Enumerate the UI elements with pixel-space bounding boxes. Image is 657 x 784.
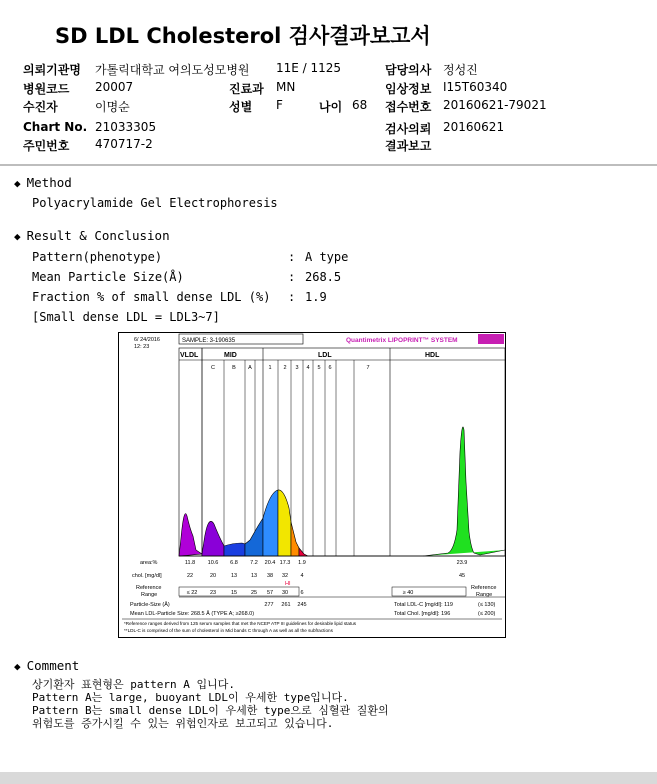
ref-right-2: Range — [476, 592, 493, 598]
ref-label-2: Range — [141, 592, 158, 598]
id-label: 주민번호 — [23, 139, 70, 153]
ldl-band-label: 5 — [317, 365, 321, 371]
chol-value: 45 — [458, 573, 466, 579]
size-label: Particle-Size (Å) — [130, 602, 170, 608]
pattern-label: Pattern(phenotype) — [32, 250, 163, 264]
ref-value: ≤ 22 — [186, 590, 198, 596]
id-value: 470717-2 — [95, 137, 153, 151]
size-value: 261 — [281, 602, 291, 608]
sample-id: SAMPLE: 3-190635 — [182, 338, 236, 344]
footnote-1: *Reference ranges derived from 125 serum samples that met the NCEP ATP III guidelines for desirable lipid status — [124, 621, 357, 626]
small-dense-note: [Small dense LDL = LDL3~7] — [32, 310, 220, 324]
method-text: Polyacrylamide Gel Electrophoresis — [32, 196, 278, 210]
request-label: 검사의뢰 — [385, 122, 432, 136]
area-value: 7.2 — [250, 560, 258, 566]
ref-value: 6 — [300, 590, 304, 596]
lipoprint-figure — [118, 332, 506, 638]
area-value: 10.6 — [207, 560, 219, 566]
chol-value: 13 — [230, 573, 238, 579]
total-chol: Total Chol. [mg/dl]: 196 — [394, 611, 451, 617]
sex-value: F — [276, 98, 283, 112]
ref-value: 30 — [281, 590, 289, 596]
midb-peak — [224, 543, 245, 556]
size-value: 245 — [297, 602, 307, 608]
comment-line: Pattern B는 small dense LDL이 우세한 type으로 심혈관 질환의 — [32, 704, 389, 717]
request-value: 20160621 — [443, 120, 505, 134]
mid-band-label: B — [232, 365, 236, 371]
sex-label: 성별 — [229, 100, 253, 114]
area-value: 11.8 — [184, 560, 196, 566]
age-value: 68 — [352, 98, 368, 112]
chart-value: 21033305 — [95, 120, 157, 134]
page-bottom-bar — [0, 772, 657, 784]
total-ldl: Total LDL-C [mg/dl]: 119 — [394, 602, 453, 608]
diamond-bullet-icon: ◆ — [14, 177, 21, 190]
method-heading — [14, 175, 72, 190]
chol-value: 4 — [300, 573, 304, 579]
chol-label: chol. [mg/dl] — [132, 573, 162, 579]
total-chol-ref: (≤ 200) — [478, 611, 496, 617]
institution-value: 가톨릭대학교 여의도성모병원 — [95, 63, 250, 77]
figure-date: 6/ 24/2016 — [134, 337, 160, 343]
hi-flag: HI — [285, 581, 291, 587]
colon: : — [288, 250, 296, 264]
ref-value: 15 — [230, 590, 238, 596]
area-value: 20.4 — [264, 560, 276, 566]
ldl-label: LDL — [318, 352, 332, 359]
diamond-bullet-icon: ◆ — [14, 660, 21, 673]
comment-heading — [14, 658, 79, 673]
dept-value: MN — [276, 80, 296, 94]
chol-value: 32 — [281, 573, 289, 579]
ldl-band-label: 6 — [328, 365, 332, 371]
comment-line: 상기환자 표현형은 pattern A 입니다. — [32, 678, 235, 691]
colon: : — [288, 270, 296, 284]
diamond-bullet-icon: ◆ — [14, 230, 21, 243]
clinical-value: I15T60340 — [443, 80, 508, 94]
comment-line: 위험도를 증가시킬 수 있는 위험인자로 보고되고 있습니다. — [32, 717, 334, 730]
colon: : — [288, 290, 296, 304]
area-value: 1.9 — [298, 560, 306, 566]
ref-value: 25 — [250, 590, 258, 596]
mean-size: Mean LDL-Particle Size: 268.5 Å (TYPE A; ≥268.0) — [130, 611, 255, 617]
figure-frame — [119, 333, 506, 638]
patient-value: 이명순 — [95, 100, 130, 114]
chol-value: 20 — [209, 573, 217, 579]
particle-size-value: 268.5 — [305, 270, 342, 284]
result-heading-text: Result & Conclusion — [26, 228, 170, 243]
mid-band-label: A — [248, 365, 252, 371]
chart-label: Chart No. — [23, 120, 88, 134]
size-value: 277 — [264, 602, 274, 608]
clinical-label: 임상정보 — [385, 82, 432, 96]
ldl-band-label: 4 — [306, 365, 310, 371]
ref-value: 23 — [209, 590, 217, 596]
report-label: 결과보고 — [385, 139, 432, 153]
ref-value: 57 — [266, 590, 274, 596]
area-value: 17.3 — [279, 560, 291, 566]
chol-value: 38 — [266, 573, 274, 579]
mid-band-label: C — [211, 365, 215, 371]
age-label: 나이 — [319, 100, 343, 114]
institution-label: 의뢰기관명 — [23, 63, 81, 77]
area-label: area:% — [140, 560, 158, 566]
pattern-value: A type — [305, 250, 349, 264]
area-value: 23.9 — [456, 560, 468, 566]
vldl-label: VLDL — [180, 352, 199, 359]
ldl-band-label: 3 — [295, 365, 299, 371]
report-title: SD LDL Cholesterol 검사결과보고서 — [55, 24, 431, 48]
comment-line: Pattern A는 large, buoyant LDL이 우세한 type입니다. — [32, 691, 349, 704]
ldl-band-label: 2 — [283, 365, 287, 371]
patient-label: 수진자 — [23, 100, 58, 114]
brand-name: Quantimetrix LIPOPRINT™ SYSTEM — [346, 337, 458, 344]
hospital-code-value: 20007 — [95, 80, 134, 94]
doctor-value: 정성진 — [443, 63, 478, 77]
chol-value: 13 — [250, 573, 258, 579]
ldl-band-label: 1 — [268, 365, 272, 371]
doctor-label: 담당의사 — [385, 63, 432, 77]
ldl-band-label: 7 — [366, 365, 370, 371]
method-heading-text: Method — [26, 175, 72, 190]
receipt-value: 20160621-79021 — [443, 98, 547, 112]
ref-right-1: Reference — [471, 585, 497, 591]
header-divider — [0, 164, 657, 166]
hospital-code-label: 병원코드 — [23, 82, 70, 96]
receipt-label: 접수번호 — [385, 100, 432, 114]
brand-bar — [478, 334, 504, 344]
fraction-value: 1.9 — [305, 290, 327, 304]
footnote-2: **LDL-C is comprised of the sum of cholesterol in Mid bands C through A as well as all the subfractions — [124, 628, 333, 633]
ward-value: 11E / 1125 — [276, 61, 342, 75]
ref-label-1: Reference — [136, 585, 162, 591]
comment-heading-text: Comment — [26, 658, 80, 673]
hdl-label: HDL — [425, 352, 440, 359]
dept-label: 진료과 — [229, 82, 264, 96]
chol-value: 22 — [186, 573, 194, 579]
ref-value: ≥ 40 — [402, 590, 414, 596]
area-value: 6.8 — [230, 560, 238, 566]
mid-label: MID — [224, 352, 237, 359]
result-heading — [14, 228, 170, 243]
figure-time: 12: 23 — [134, 344, 150, 350]
fraction-label: Fraction % of small dense LDL (%) — [32, 290, 271, 304]
total-ldl-ref: (≤ 130) — [478, 602, 496, 608]
particle-size-label: Mean Particle Size(Å) — [32, 270, 184, 284]
